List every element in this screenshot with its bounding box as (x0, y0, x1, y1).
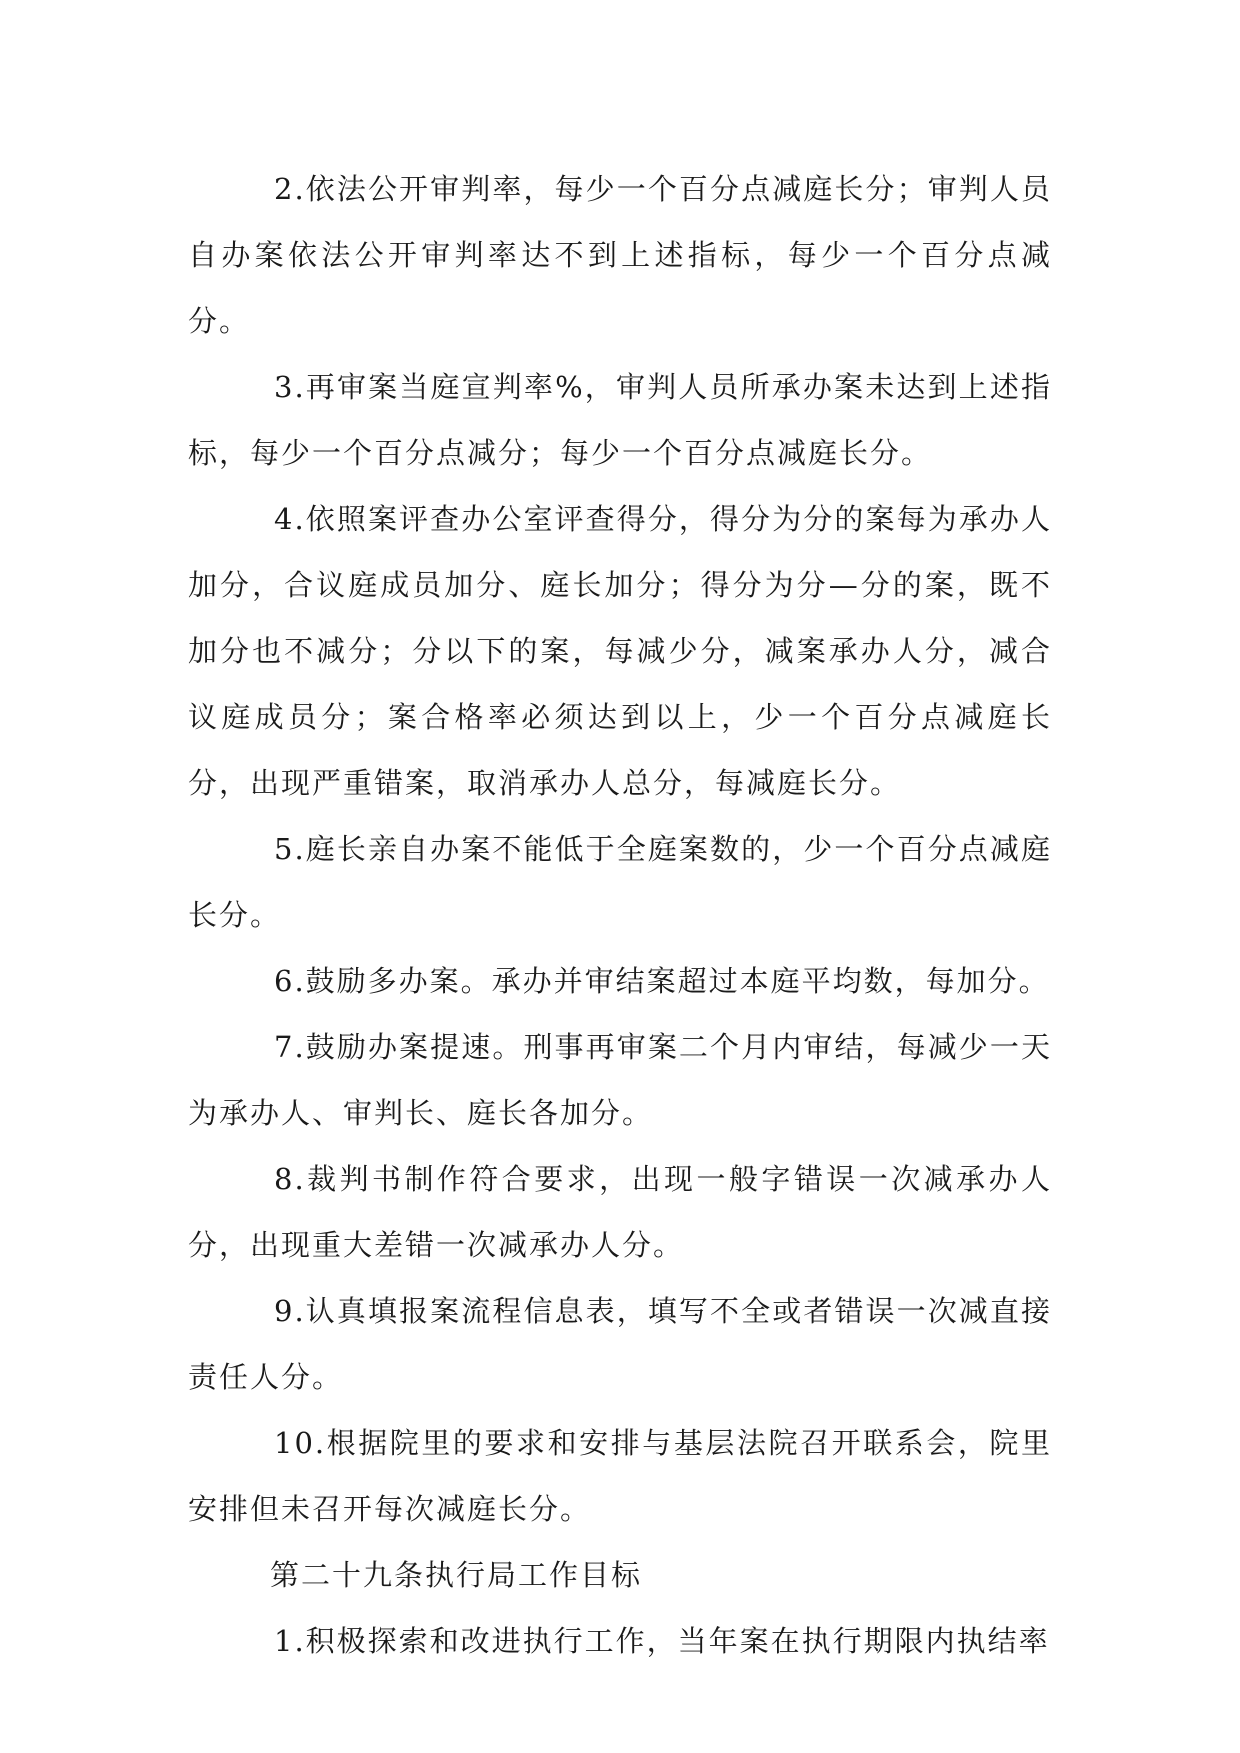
paragraph-item-1-execution: 1.积极探索和改进执行工作，当年案在执行期限内执结率 (274, 1624, 1050, 1658)
paragraph-item-9: 9.认真填报案流程信息表，填写不全或者错误一次减直接责任人分。 (188, 1294, 1052, 1394)
paragraph-item-3: 3.再审案当庭宣判率%，审判人员所承办案未达到上述指标，每少一个百分点减分；每少一个百分点减庭长分。 (188, 370, 1052, 470)
paragraph-item-5: 5.庭长亲自办案不能低于全庭案数的，少一个百分点减庭长分。 (188, 832, 1052, 932)
section-heading: 第二十九条执行局工作目标 (270, 1558, 643, 1592)
document-body (188, 156, 1052, 1674)
paragraph-item-10: 10.根据院里的要求和安排与基层法院召开联系会，院里安排但未召开每次减庭长分。 (188, 1426, 1052, 1526)
paragraph-item-2: 2.依法公开审判率，每少一个百分点减庭长分；审判人员自办案依法公开审判率达不到上述指标，每少一个百分点减分。 (188, 172, 1052, 338)
paragraph-item-4: 4.依照案评查办公室评查得分，得分为分的案每为承办人加分，合议庭成员加分、庭长加分；得分为分—分的案，既不加分也不减分；分以下的案，每减少分，减案承办人分，减合议庭成员分；案合格率必须达到以上，少一个百分点减庭长分，出现严重错案，取消承办人总分，每减庭长分。 (188, 502, 1052, 800)
paragraph-item-7: 7.鼓励办案提速。刑事再审案二个月内审结，每减少一天为承办人、审判长、庭长各加分。 (188, 1030, 1052, 1130)
paragraph-item-8: 8.裁判书制作符合要求，出现一般字错误一次减承办人分，出现重大差错一次减承办人分。 (188, 1162, 1052, 1262)
paragraph-item-6: 6.鼓励多办案。承办并审结案超过本庭平均数，每加分。 (274, 964, 1050, 998)
